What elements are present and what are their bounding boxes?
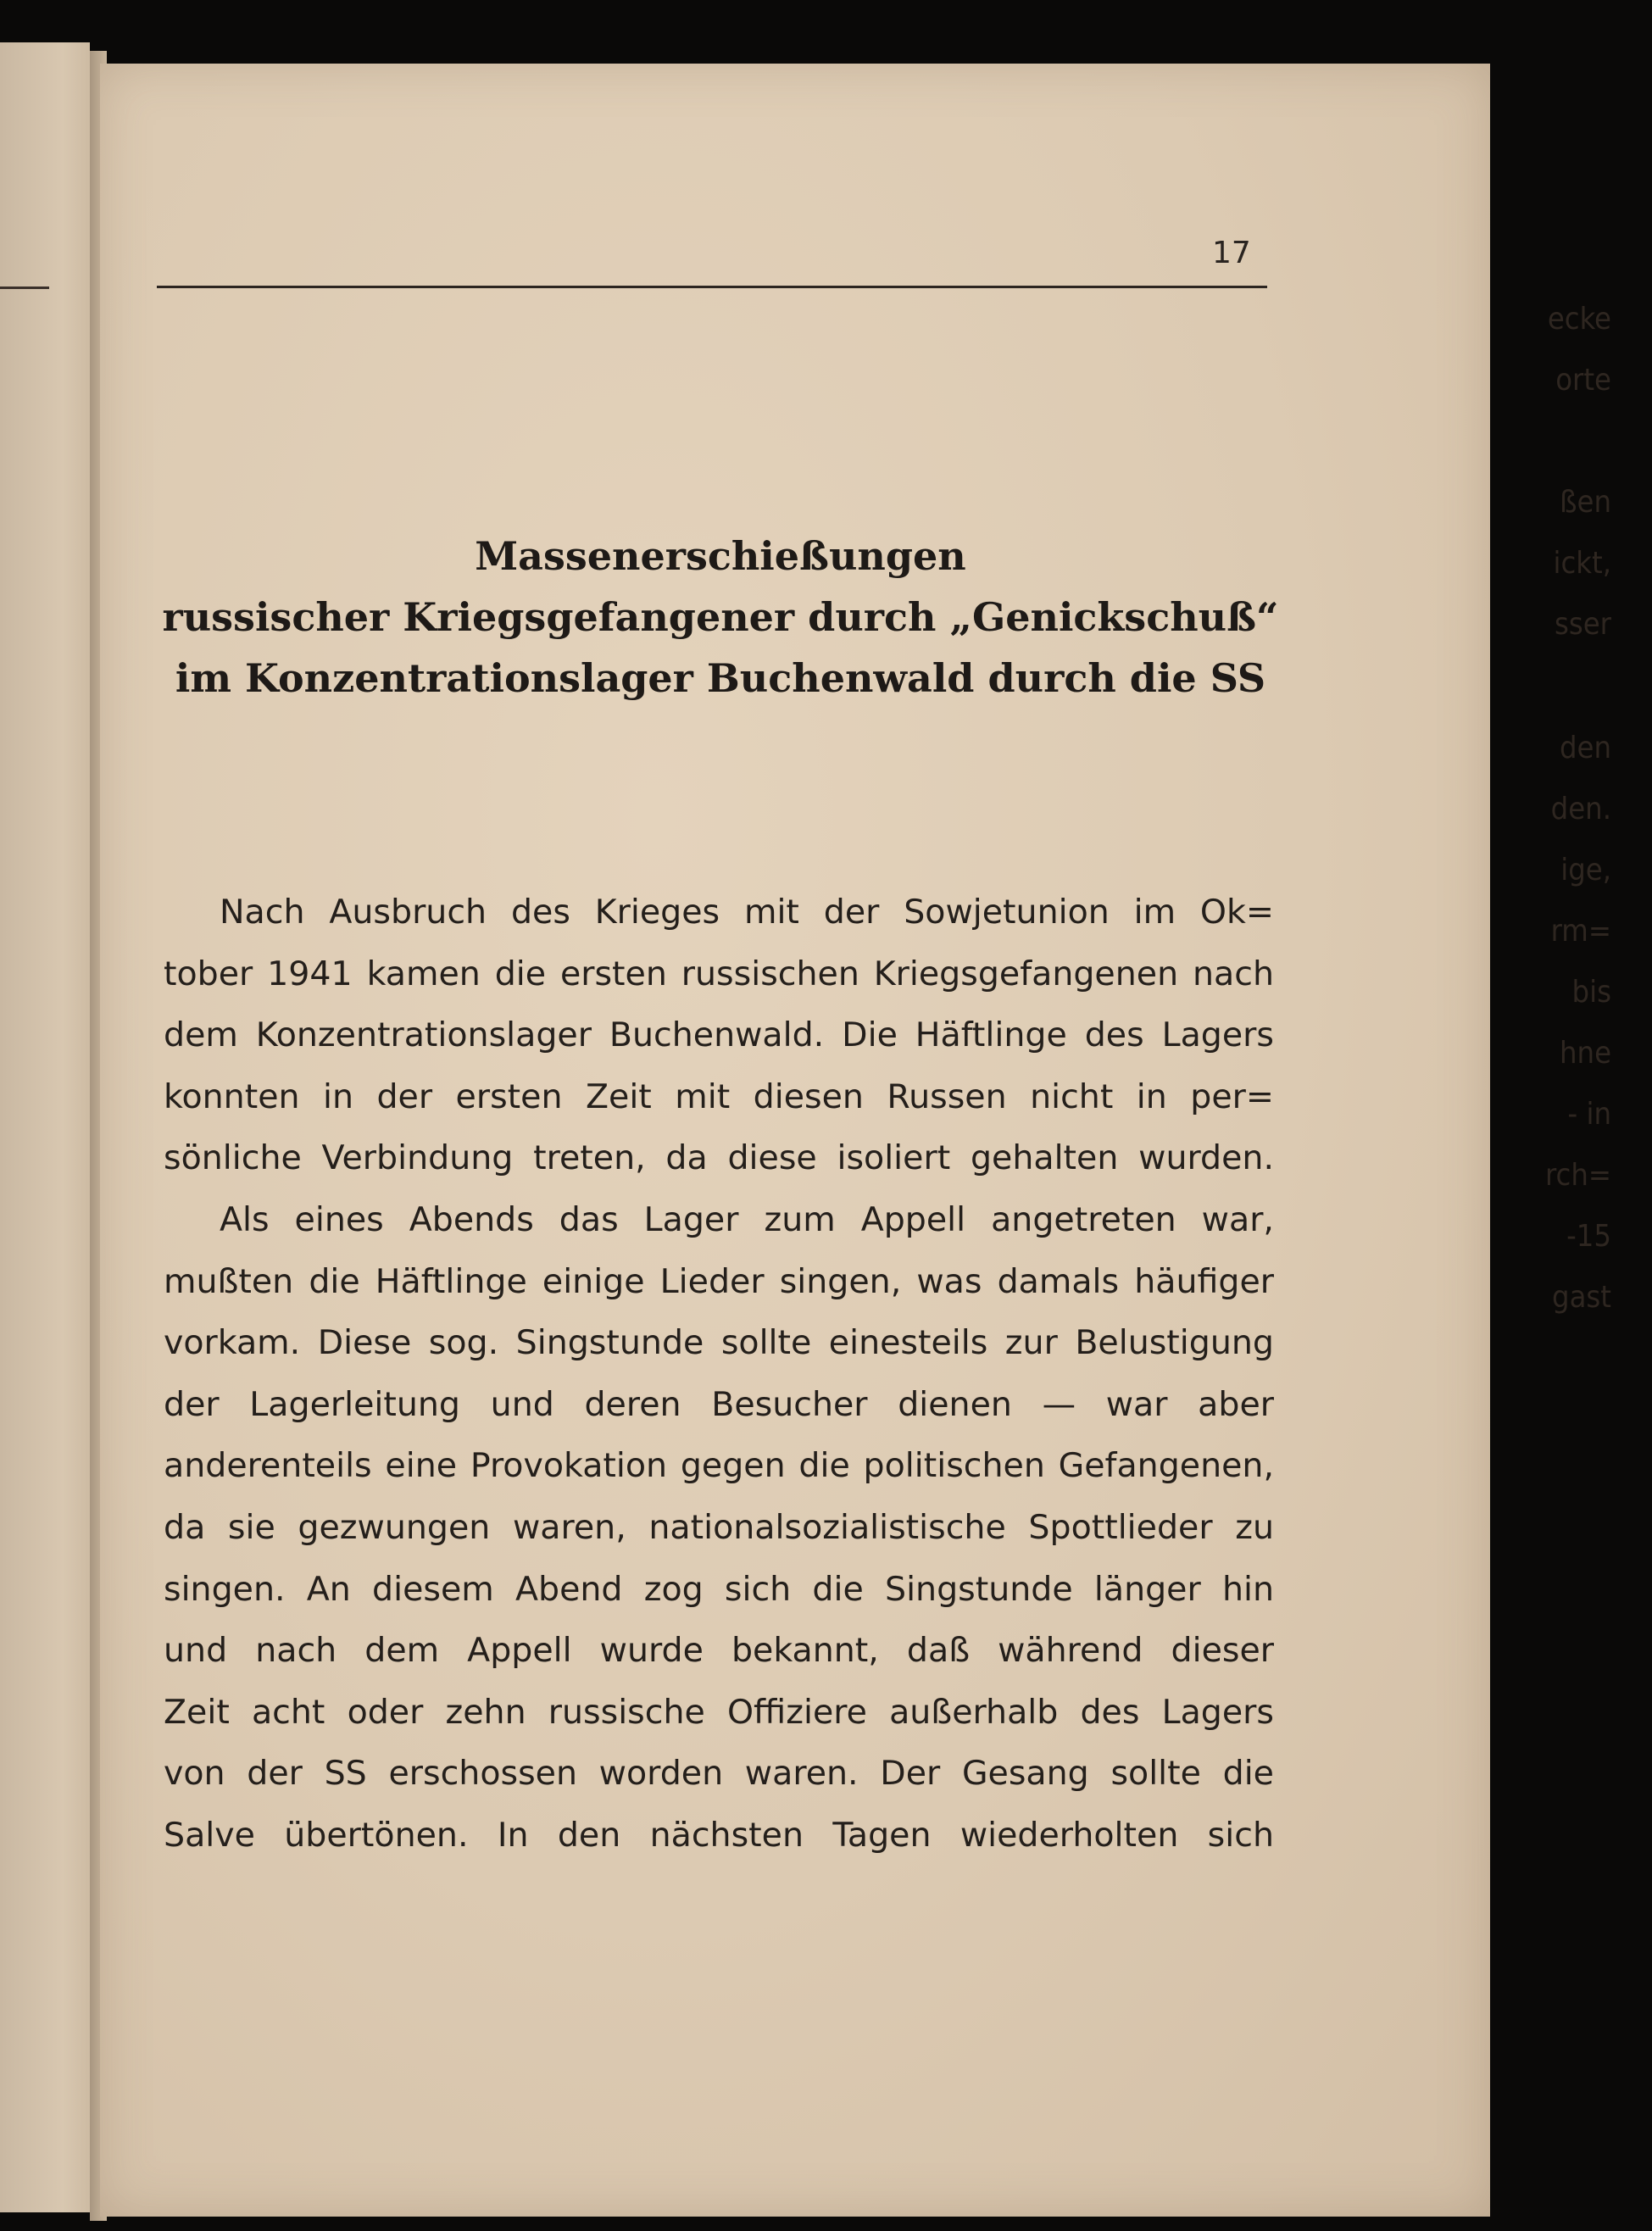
body-line: tober 1941 kamen die ersten russischen Kriegsgefangenen nach xyxy=(164,954,1274,993)
left-fragment: ige, xyxy=(1560,853,1611,887)
body-line: Zeit acht oder zehn russische Offiziere außerhalb des Lagers xyxy=(164,1692,1274,1732)
left-fragment: rm= xyxy=(1550,914,1611,949)
body-line: dem Konzentrationslager Buchenwald. Die Häftlinge des Lagers xyxy=(164,1015,1274,1055)
body-line: von der SS erschossen worden waren. Der Gesang sollte die xyxy=(164,1754,1274,1794)
body-line: sönliche Verbindung treten, da diese isoliert gehalten wurden. xyxy=(164,1138,1274,1178)
body-line: da sie gezwungen waren, nationalsozialistische Spottlieder zu xyxy=(164,1507,1274,1547)
title-line: im Konzentrationslager Buchenwald durch die SS xyxy=(175,655,1266,701)
body-line: vorkam. Diese sog. Singstunde sollte einesteils zur Belustigung xyxy=(164,1323,1274,1363)
body-line: konnten in der ersten Zeit mit diesen Russen nicht in per= xyxy=(164,1077,1274,1116)
left-fragment: rch= xyxy=(1545,1158,1611,1193)
body-line: Als eines Abends das Lager zum Appell angetreten war, xyxy=(220,1199,1274,1239)
title-line: Massenerschießungen xyxy=(475,533,966,579)
left-fragment: orte xyxy=(1555,363,1611,398)
left-page-rule xyxy=(0,287,49,289)
body-line: Salve übertönen. In den nächsten Tagen wiederholten sich xyxy=(164,1815,1274,1855)
left-page-edge xyxy=(0,42,90,2212)
left-fragment: ickt, xyxy=(1553,546,1611,581)
page-number: 17 xyxy=(1212,236,1251,270)
left-fragment: -15 xyxy=(1566,1219,1611,1254)
left-fragment: - in xyxy=(1567,1097,1611,1132)
header-rule xyxy=(157,286,1267,288)
left-fragment: den xyxy=(1559,731,1611,765)
body-text xyxy=(164,882,1274,1867)
left-fragment: ecke xyxy=(1547,302,1611,337)
body-line: singen. An diesem Abend zog sich die Singstunde länger hin xyxy=(164,1569,1274,1609)
left-fragment: gast xyxy=(1552,1280,1611,1315)
left-fragment: den. xyxy=(1550,792,1611,826)
body-line: und nach dem Appell wurde bekannt, daß während dieser xyxy=(164,1631,1274,1671)
left-fragment: bis xyxy=(1571,975,1611,1010)
body-line: mußten die Häftlinge einige Lieder singen, was damals häufiger xyxy=(164,1261,1274,1301)
left-fragment: ßen xyxy=(1560,485,1611,520)
left-fragment: hne xyxy=(1560,1036,1611,1071)
left-fragment: sser xyxy=(1555,607,1611,642)
chapter-title xyxy=(157,526,1284,709)
body-line: anderenteils eine Provokation gegen die politischen Gefangenen, xyxy=(164,1446,1274,1486)
title-line: russischer Kriegsgefangener durch „Genickschuß“ xyxy=(162,594,1279,640)
body-line: der Lagerleitung und deren Besucher dienen — war aber xyxy=(164,1384,1274,1424)
body-line: Nach Ausbruch des Krieges mit der Sowjetunion im Ok= xyxy=(220,893,1274,932)
